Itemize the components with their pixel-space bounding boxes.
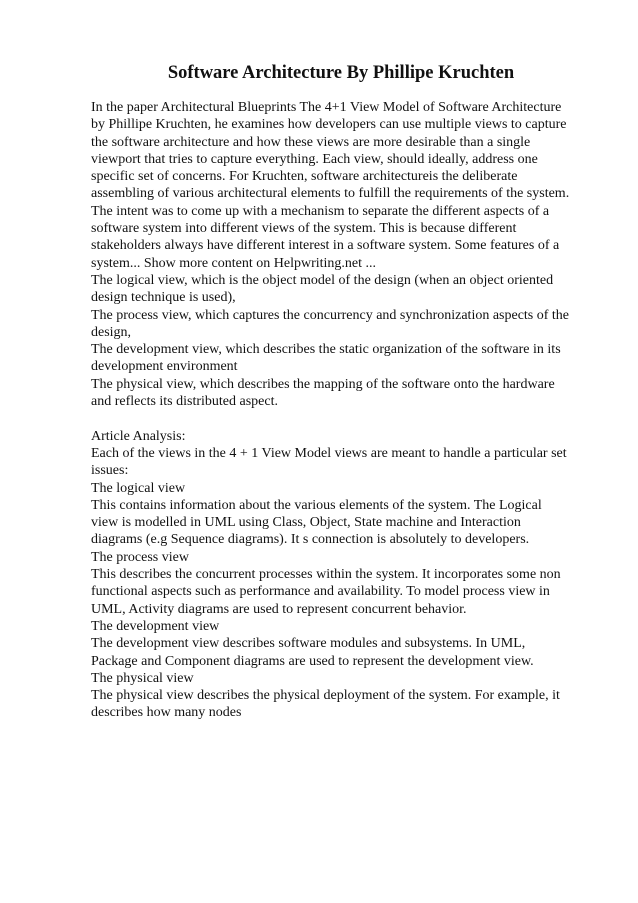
body-line: Package and Component diagrams are used to represent the development view. — [91, 653, 534, 669]
body-line: specific set of concerns. For Kruchten, software architectureis the deliberate — [91, 169, 518, 185]
body-line: The intent was to come up with a mechanism to separate the different aspects of a — [91, 203, 550, 219]
body-line: This describes the concurrent processes within the system. It incorporates some non — [91, 567, 561, 583]
document-body — [91, 99, 599, 722]
body-line: The physical view, which describes the mapping of the software onto the hardware — [91, 376, 555, 392]
body-line: The development view, which describes the static organization of the software in its — [91, 342, 561, 358]
body-line: The logical view, which is the object model of the design (when an object oriented — [91, 272, 554, 288]
body-line: design technique is used), — [91, 290, 236, 306]
body-line: and reflects its distributed aspect. — [91, 394, 278, 410]
body-line: design, — [91, 324, 132, 340]
body-line: The physical view describes the physical deployment of the system. For example, it — [91, 688, 560, 704]
paragraph-break — [91, 410, 599, 427]
body-line: development environment — [91, 359, 238, 375]
body-line: by Phillipe Kruchten, he examines how developers can use multiple views to capture — [91, 117, 567, 133]
body-line: describes how many nodes — [91, 705, 242, 721]
body-line: The process view — [91, 549, 189, 565]
body-line: The physical view — [91, 670, 194, 686]
body-line: assembling of various architectural elements to fulfill the requirements of the system. — [91, 186, 570, 202]
body-line: The process view, which captures the concurrency and synchronization aspects of the — [91, 307, 570, 323]
body-line: stakeholders always have different interest in a software system. Some features of a — [91, 238, 560, 254]
body-line: view is modelled in UML using Class, Object, State machine and Interaction — [91, 515, 521, 531]
body-line: In the paper Architectural Blueprints The 4+1 View Model of Software Architecture — [91, 100, 562, 115]
document-title: Software Architecture By Phillipe Kruchten — [167, 63, 515, 83]
body-line: This contains information about the various elements of the system. The Logical — [91, 497, 542, 513]
body-line: The development view describes software modules and subsystems. In UML, — [91, 636, 526, 652]
body-line: The development view — [91, 618, 220, 634]
body-line: issues: — [91, 463, 129, 479]
body-line: system... Show more content on Helpwriting.net ... — [91, 255, 377, 271]
body-line: Each of the views in the 4 + 1 View Model views are meant to handle a particular set — [91, 445, 567, 461]
body-line: viewport that tries to capture everything. Each view, should ideally, address one — [91, 151, 538, 167]
body-line: software system into different views of the system. This is because different — [91, 221, 517, 237]
body-line: UML, Activity diagrams are used to represent concurrent behavior. — [91, 601, 467, 617]
body-line: Article Analysis: — [91, 428, 186, 444]
body-line: diagrams (e.g Sequence diagrams). It s connection is absolutely to developers. — [91, 532, 530, 548]
body-line: the software architecture and how these views are more desirable than a single — [91, 134, 531, 150]
body-line: functional aspects such as performance and availability. To model process view in — [91, 584, 550, 600]
body-line: The logical view — [91, 480, 186, 496]
